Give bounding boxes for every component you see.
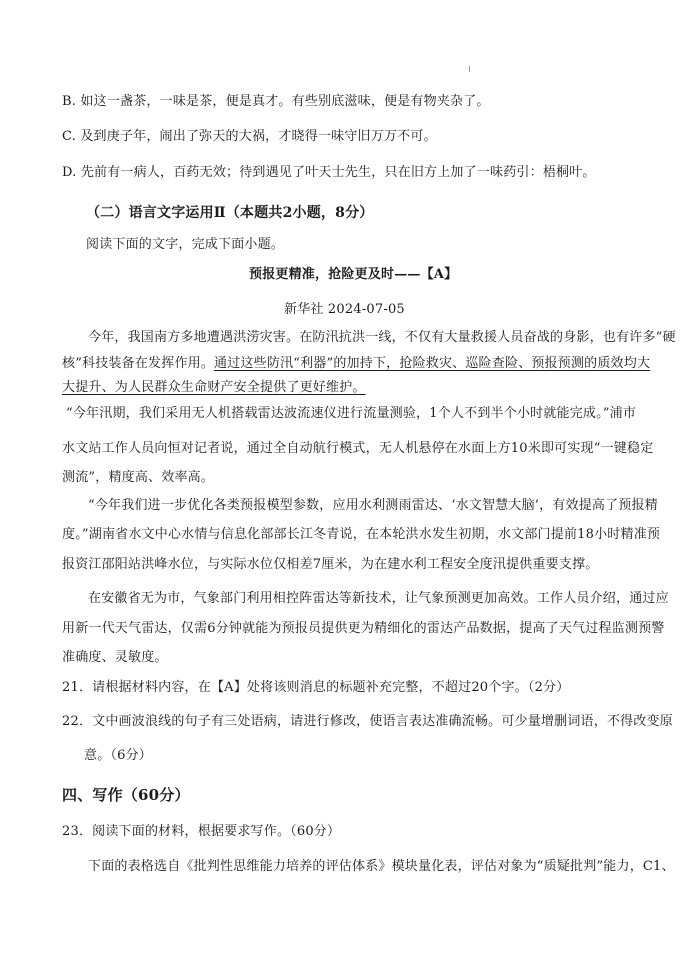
article-source: 新华社 2024-07-05 [284,302,405,317]
option-d: D. 先前有一病人，百药无效；待到遇见了叶天士先生，只在旧方上加了一味药引：梧桐叶。 [62,165,596,180]
article-paragraph-4-line-2: 用新一代天气雷达，仅需6分钟就能为预报员提供更为精细化的雷达产品数据，提高了天气过程监测预警 [62,621,665,636]
wavy-underlined-sentence: 通过这些防汛“利器”的加持下，抢险救灾、巡险查险、预报预测的质效均大 [214,356,651,371]
article-paragraph-4-line-3: 准确度、灵敏度。 [62,650,168,665]
article-paragraph-2-line-1: “今年汛期，我们采用无人机搭载雷达波流速仪进行流量测验，1个人不到半个小时就能完成。”浦市 [66,406,637,421]
option-b: B. 如这一盏茶，一味是茶，便是真才。有些别底滋味，便是有物夹杂了。 [62,94,490,109]
article-paragraph-3-line-2: 度。”湖南省水文中心水情与信息化部部长江冬青说，在本轮洪水发生初期，水文部门提前18小时精准预 [62,527,661,542]
p1-line2-plain: 核”科技装备在发挥作用。 [62,356,215,371]
question-23: 23．阅读下面的材料，根据要求写作。（60分） [62,824,341,839]
question-22-line-2: 意。（6分） [84,748,152,763]
writing-paragraph-1: 下面的表格选自《批判性思维能力培养的评估体系》模块量化表，评估对象为“质疑批判”能力，C1、 [88,859,675,874]
section-heading: （二）语言文字运用Ⅱ（本题共2小题，8分） [86,205,374,221]
writing-heading: 四、写作（60分） [62,786,190,804]
wavy-underlined-sentence-end: 大提升、为人民群众生命财产安全提供了更好维护。 [62,380,366,395]
article-paragraph-1-line-1: 今年，我国南方多地遭遇洪涝灾害。在防汛抗洪一线，不仅有大量救援人员奋战的身影，也有许多“硬 [88,330,676,345]
option-c: C. 及到庚子年，闹出了弥天的大祸，才晓得一味守旧万万不可。 [62,129,437,144]
question-22-line-1: 22．文中画波浪线的句子有三处语病，请进行修改，使语言表达准确流畅。可少量增删词语，不得改变原 [62,714,673,729]
article-title: 预报更精准，抢险更及时——【A】 [249,267,458,282]
question-21: 21．请根据材料内容，在【A】处将该则消息的标题补充完整，不超过20个字。（2分） [62,680,570,695]
page-mark [469,66,470,72]
section-instruction: 阅读下面的文字，完成下面小题。 [86,237,285,252]
article-paragraph-2-line-3: 测流”，精度高、效率高。 [62,470,215,485]
article-paragraph-4-line-1: 在安徽省无为市，气象部门利用相控阵雷达等新技术，让气象预测更加高效。工作人员介绍，通过应 [88,591,669,606]
article-paragraph-1-line-2 [62,355,650,373]
article-paragraph-3-line-1: “今年我们进一步优化各类预报模型参数，应用水利测雨雷达、‘水文智慧大脑’，有效提高了预报精 [88,498,658,513]
article-paragraph-3-line-3: 报资江邵阳站洪峰水位，与实际水位仅相差7厘米，为在建水利工程安全度汛提供重要支撑。 [62,557,599,572]
article-paragraph-2-line-2: 水文站工作人员向恒对记者说，通过全自动航行模式，无人机悬停在水面上方10米即可实现“一键稳定 [62,441,654,456]
